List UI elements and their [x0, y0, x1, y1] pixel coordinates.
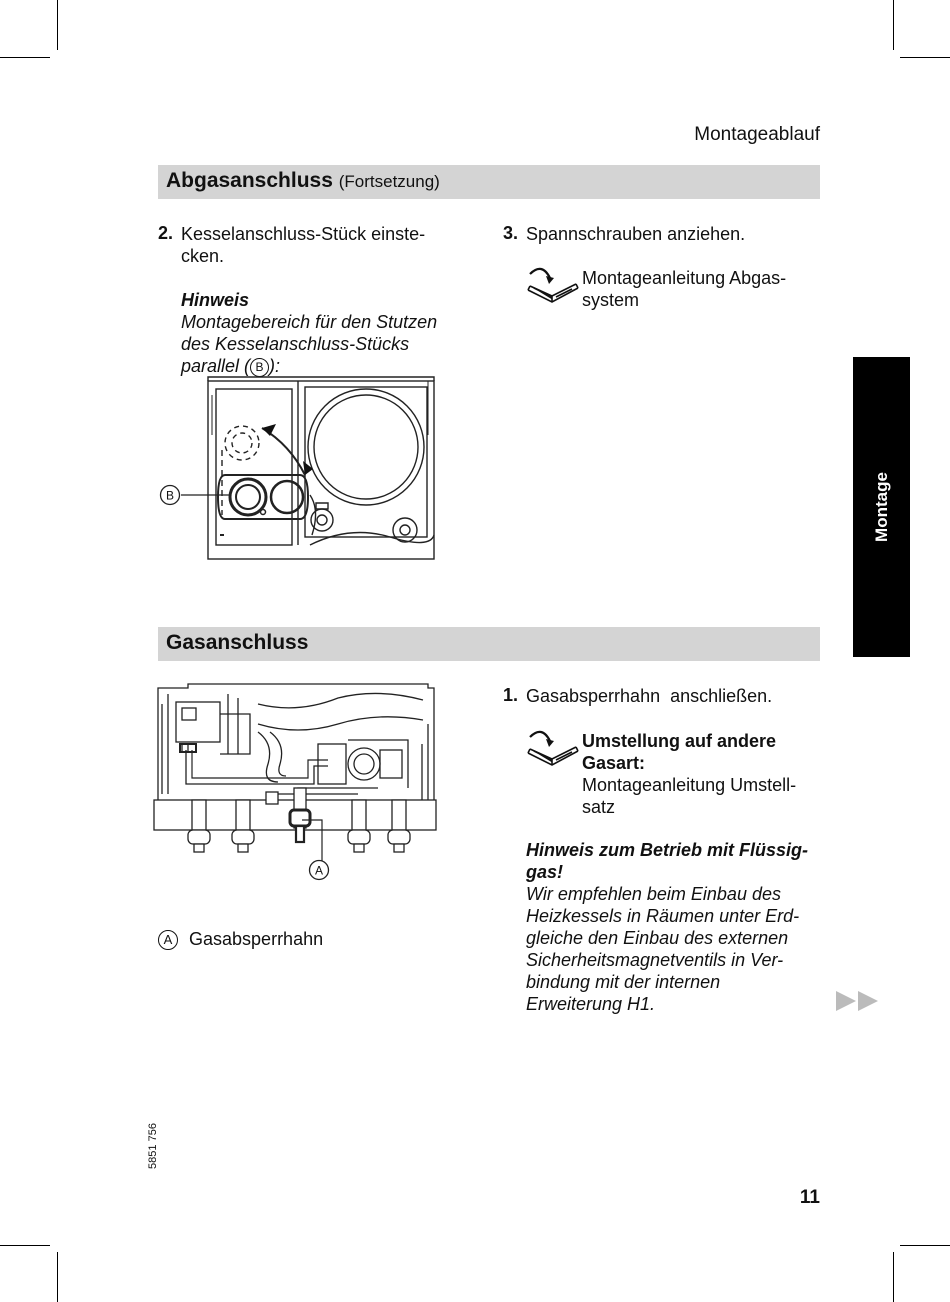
running-header: Montageablauf [694, 124, 820, 145]
continue-arrows-icon [836, 990, 880, 1012]
section-heading-abgas [158, 165, 820, 199]
crop-mark [900, 1245, 950, 1246]
crop-mark [0, 1245, 50, 1246]
step-text: Gasabsperrhahn anschließen. [526, 686, 773, 706]
legend-text: Gasabsperrhahn [189, 929, 324, 949]
note-title: Hinweis [181, 290, 250, 310]
step-number: 2. [158, 223, 174, 243]
chapter-tab [853, 357, 910, 657]
crop-mark [0, 57, 50, 58]
boiler-flue-figure [150, 375, 445, 565]
manual-reference: Umstellung auf andere Gasart: Montageanleitung Umstell- satz [582, 731, 797, 817]
page-number: 11 [799, 1187, 820, 1208]
note-block: Hinweis Montagebereich für den Stutzen des Kesselanschluss-Stücks parallel ( B ): [181, 289, 471, 377]
section-heading-gas [158, 627, 820, 661]
step-text: Spannschrauben anziehen. [526, 224, 746, 244]
section-title: Gasanschluss [166, 631, 309, 654]
document-number: 5851 756 [146, 1123, 159, 1169]
gas-connection-figure [158, 684, 443, 884]
manual-reference-icon [524, 264, 580, 306]
step-number: 1. [503, 685, 519, 705]
step-number: 3. [503, 223, 519, 243]
crop-mark [57, 0, 58, 50]
section-subtitle: (Fortsetzung) [338, 172, 440, 191]
lpg-note: Hinweis zum Betrieb mit Flüssig- gas! Wir empfehlen beim Einbau des Heizkessels in Räumen unter Erd- gleiche den Einbau des externen Sicherheitsmagnetventils in Ver- bindung mit der internen Erweiterung H1. [526, 839, 826, 1015]
section-title: Abgasanschluss [166, 169, 333, 192]
figure-callout-b: B [165, 488, 175, 503]
figure-callout-a: A [314, 863, 324, 878]
manual-reference-icon [524, 727, 580, 769]
step-text: Kesselanschluss-Stück einste- cken. [181, 224, 426, 266]
reference-marker: B [250, 358, 269, 377]
crop-mark [900, 57, 950, 58]
figure-legend [158, 928, 323, 950]
note-title: Hinweis zum Betrieb mit Flüssig- [526, 840, 809, 860]
manual-reference: Montageanleitung Abgas- system [582, 268, 787, 310]
crop-mark [57, 1252, 58, 1302]
chapter-tab-label: Montage [871, 472, 891, 542]
legend-key: A [158, 930, 178, 950]
crop-mark [893, 0, 894, 50]
crop-mark [893, 1252, 894, 1302]
